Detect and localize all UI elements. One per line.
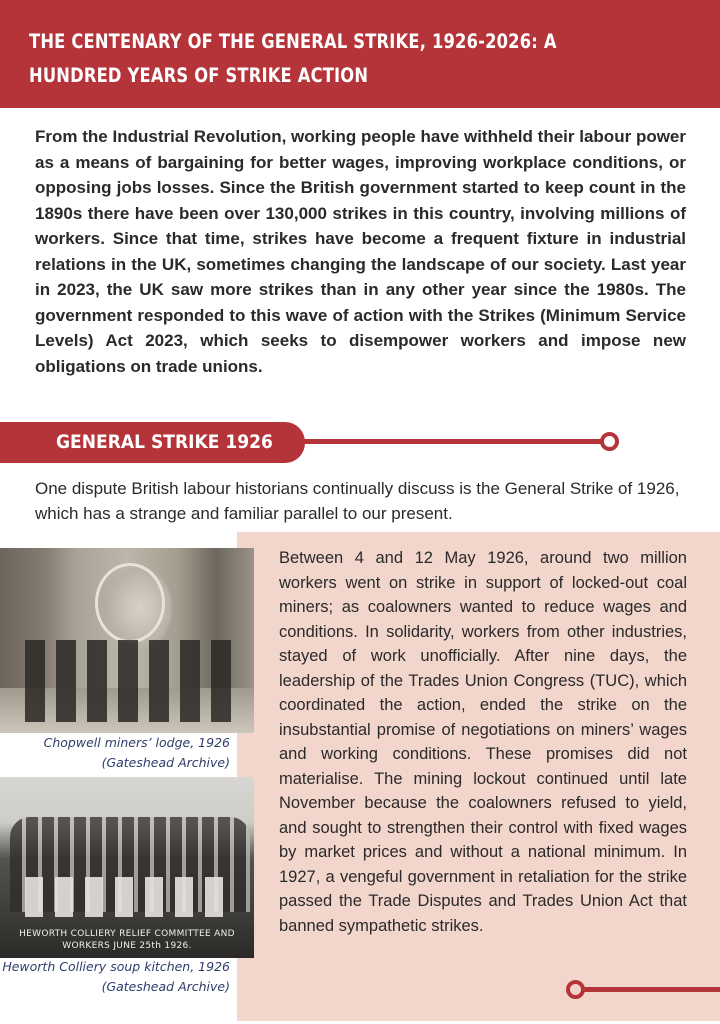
inscription-line-1: HEWORTH COLLIERY RELIEF COMMITTEE AND <box>19 929 235 939</box>
section-lead-paragraph: One dispute British labour historians continually discuss is the General Strike of 1926, which has a strange and familiar parallel to our present. <box>35 479 680 523</box>
photo-aprons <box>25 877 235 917</box>
section-heading-pill <box>0 422 305 463</box>
photo-figures <box>25 640 235 722</box>
divider-end-circle-icon <box>600 432 619 451</box>
caption-source: (Gateshead Archive) <box>101 755 230 770</box>
footer-divider-line <box>583 987 720 992</box>
page-title: THE CENTENARY OF THE GENERAL STRIKE, 1926-2026: A HUNDRED YEARS OF STRIKE ACTION <box>29 30 557 87</box>
photo-inscription <box>2 928 252 952</box>
photo-heworth-soup-kitchen <box>0 777 254 958</box>
photo-caption-1 <box>0 733 230 773</box>
section-title: GENERAL STRIKE 1926 <box>56 431 273 453</box>
caption-source: (Gateshead Archive) <box>101 979 230 994</box>
caption-title: Chopwell miners’ lodge, 1926 <box>43 735 230 750</box>
photo-chopwell-miners-lodge <box>0 548 254 733</box>
body-paragraph: Between 4 and 12 May 1926, around two million workers went on strike in support of locked-out coal miners; as coalowners wanted to reduce wages and conditions. In solidarity, workers from other industries, stayed of work unofficially. After nine days, the leadership of the Trades Union Congress (TUC), which coordinated the action, ended the strike on the insubstantial promise of negotiations on miners’ wages and working conditions. These promises did not materialise. The mining lockout continued until late November because the coalowners refused to yield, and sought to strengthen their control with fixed wages by market prices and without a national minimum. In 1927, a vengeful government in retaliation for the strike passed the Trade Disputes and Trades Union Act that banned sympathetic strikes. <box>279 549 687 935</box>
photo-caption-2 <box>0 957 230 997</box>
header-banner <box>0 0 720 108</box>
inscription-line-2: WORKERS JUNE 25th 1926. <box>62 941 192 951</box>
caption-title: Heworth Colliery soup kitchen, 1926 <box>2 959 230 974</box>
section-divider-line <box>300 439 602 444</box>
intro-paragraph: From the Industrial Revolution, working people have withheld their labour power as a means of bargaining for better wages, improving workplace conditions, or opposing jobs losses. Since the British government started to keep count in the 1890s there have been over 130,000 strikes in this country, involving millions of workers. Since that time, strikes have become a frequent fixture in industrial relations in the UK, sometimes changing the landscape of our society. Last year in 2023, the UK saw more strikes than in any other year since the 1980s. The government responded to this wave of action with the Strikes (Minimum Service Levels) Act 2023, which seeks to disempower workers and impose new obligations on trade unions. <box>35 127 686 376</box>
lodge-banner-graphic <box>95 563 165 643</box>
